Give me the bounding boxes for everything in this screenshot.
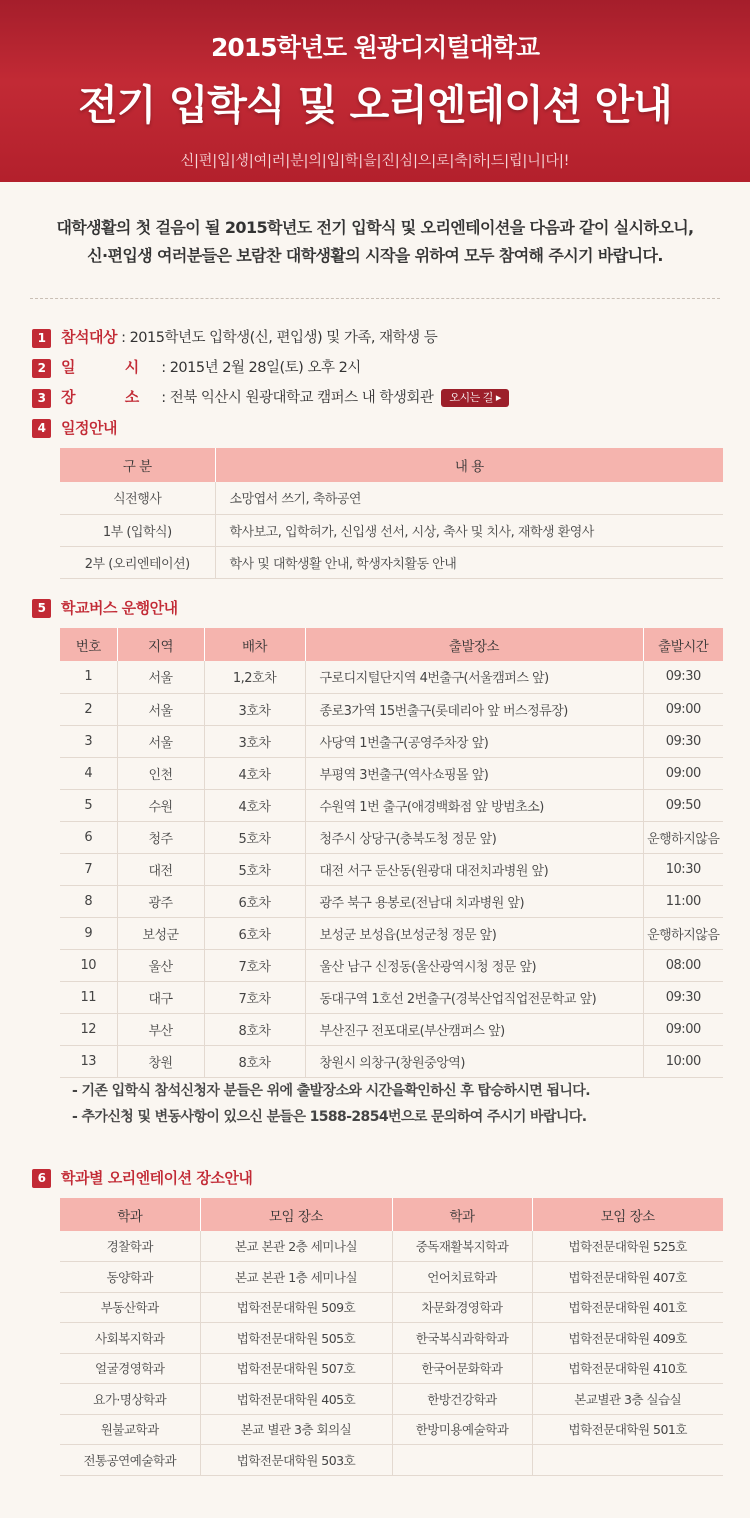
table-cell: 본교별관 3층 실습실 xyxy=(532,1384,723,1415)
table-cell: 8호차 xyxy=(204,1013,305,1045)
table-cell: 12 xyxy=(60,1013,117,1045)
table-cell: 사회복지학과 xyxy=(60,1323,200,1354)
table-cell: 창원 xyxy=(117,1045,204,1077)
table-row xyxy=(60,546,723,578)
intro-line-1: 대학생활의 첫 걸음이 될 2015학년도 전기 입학식 및 오리엔테이션을 다음과 같이 실시하오니, xyxy=(56,218,694,237)
table-row xyxy=(60,757,723,789)
table-cell: 전통공연예술학과 xyxy=(60,1445,200,1476)
table-cell: 5호차 xyxy=(204,821,305,853)
table-cell: 창원시 의창구(창원중앙역) xyxy=(305,1045,643,1077)
info-value: : 전북 익산시 원광대학교 캠퍼스 내 학생회관 xyxy=(161,390,434,406)
table-cell: 수원 xyxy=(117,789,204,821)
table-cell: 울산 남구 신정동(울산광역시청 정문 앞) xyxy=(305,949,643,981)
number-badge: 5 xyxy=(32,599,51,618)
table-row xyxy=(60,853,723,885)
table-cell: 8호차 xyxy=(204,1045,305,1077)
table-row xyxy=(60,917,723,949)
section-title-text: 학과별 오리엔테이션 장소안내 xyxy=(61,1169,253,1187)
header-subtitle: 2015학년도 원광디지털대학교 xyxy=(211,33,539,62)
table-row xyxy=(60,1323,723,1354)
table-cell: 동양학과 xyxy=(60,1262,200,1293)
table-cell: 09:50 xyxy=(643,789,723,821)
table-row xyxy=(60,693,723,725)
table-cell: 부동산학과 xyxy=(60,1292,200,1323)
table-header: 출발시간 xyxy=(643,628,723,661)
table-cell: 부산진구 전포대로(부산캠퍼스 앞) xyxy=(305,1013,643,1045)
info-value: : 2015년 2월 28일(토) 오후 2시 xyxy=(161,360,361,376)
table-cell: 대전 서구 둔산동(원광대 대전치과병원 앞) xyxy=(305,853,643,885)
table-cell: 서울 xyxy=(117,725,204,757)
table-cell: 얼굴경영학과 xyxy=(60,1353,200,1384)
table-cell: 대구 xyxy=(117,981,204,1013)
table-cell: 5 xyxy=(60,789,117,821)
table-cell: 4 xyxy=(60,757,117,789)
table-cell: 법학전문대학원 509호 xyxy=(200,1292,392,1323)
directions-button[interactable]: 오시는 길 ▸ xyxy=(441,389,509,407)
number-badge: 1 xyxy=(32,329,51,348)
table-cell: 광주 xyxy=(117,885,204,917)
info-label: 장 소 xyxy=(61,388,162,406)
table-header-row xyxy=(60,628,723,661)
info-location xyxy=(32,386,509,408)
section-title-schedule xyxy=(32,417,117,438)
table-cell: 운행하지않음 xyxy=(643,821,723,853)
table-cell: 사당역 1번출구(공영주차장 앞) xyxy=(305,725,643,757)
number-badge: 6 xyxy=(32,1169,51,1188)
table-cell: 법학전문대학원 405호 xyxy=(200,1384,392,1415)
table-cell: 식전행사 xyxy=(60,482,215,514)
table-cell: 수원역 1번 출구(애경백화점 앞 방범초소) xyxy=(305,789,643,821)
table-cell: 광주 북구 용봉로(전남대 치과병원 앞) xyxy=(305,885,643,917)
section-title-bus xyxy=(32,597,178,618)
table-cell: 청주시 상당구(충북도청 정문 앞) xyxy=(305,821,643,853)
table-cell: 보성군 보성읍(보성군청 정문 앞) xyxy=(305,917,643,949)
table-cell: 08:00 xyxy=(643,949,723,981)
table-header: 배차 xyxy=(204,628,305,661)
table-header-row xyxy=(60,448,723,482)
note-line: - 기존 입학식 참석신청자 분들은 위에 출발장소와 시간을확인하신 후 탑승하시면 됩니다. xyxy=(72,1083,590,1099)
table-header: 모임 장소 xyxy=(200,1198,392,1231)
table-row xyxy=(60,1231,723,1262)
table-cell: 5호차 xyxy=(204,853,305,885)
table-cell: 서울 xyxy=(117,661,204,693)
table-cell: 법학전문대학원 525호 xyxy=(532,1231,723,1262)
number-badge: 3 xyxy=(32,389,51,408)
table-header-row xyxy=(60,1198,723,1231)
table-cell: 종로3가역 15번출구(롯데리아 앞 버스정류장) xyxy=(305,693,643,725)
info-attendees xyxy=(32,326,437,348)
table-cell: 4호차 xyxy=(204,757,305,789)
table-header: 학과 xyxy=(60,1198,200,1231)
table-cell: 울산 xyxy=(117,949,204,981)
table-header: 학과 xyxy=(392,1198,532,1231)
table-cell: 차문화경영학과 xyxy=(392,1292,532,1323)
table-row xyxy=(60,1445,723,1476)
number-badge: 4 xyxy=(32,419,51,438)
table-cell: 서울 xyxy=(117,693,204,725)
table-cell xyxy=(392,1445,532,1476)
section-title-dept xyxy=(32,1167,252,1188)
table-cell: 09:30 xyxy=(643,725,723,757)
table-cell: 동대구역 1호선 2번출구(경북산업직업전문학교 앞) xyxy=(305,981,643,1013)
table-cell: 법학전문대학원 401호 xyxy=(532,1292,723,1323)
table-cell: 보성군 xyxy=(117,917,204,949)
table-cell: 언어치료학과 xyxy=(392,1262,532,1293)
table-cell: 1 xyxy=(60,661,117,693)
bus-table xyxy=(60,628,723,1078)
intro-line-2: 신·편입생 여러분들은 보람찬 대학생활의 시작을 위하여 모두 참여해 주시기 바랍니다. xyxy=(87,246,663,265)
table-cell: 본교 별관 3층 회의실 xyxy=(200,1414,392,1445)
table-row xyxy=(60,949,723,981)
table-cell: 09:00 xyxy=(643,1013,723,1045)
table-row xyxy=(60,1414,723,1445)
table-cell: 7호차 xyxy=(204,981,305,1013)
table-row xyxy=(60,1353,723,1384)
table-cell: 2 xyxy=(60,693,117,725)
header-banner xyxy=(0,0,750,182)
table-cell: 09:00 xyxy=(643,757,723,789)
table-row xyxy=(60,514,723,546)
table-cell: 소망엽서 쓰기, 축하공연 xyxy=(215,482,723,514)
info-label: 일 시 xyxy=(61,358,162,376)
table-header: 모임 장소 xyxy=(532,1198,723,1231)
section-title-text: 일정안내 xyxy=(61,419,117,437)
table-row xyxy=(60,1292,723,1323)
table-cell: 학사보고, 입학허가, 신입생 선서, 시상, 축사 및 치사, 재학생 환영사 xyxy=(215,514,723,546)
table-cell: 6 xyxy=(60,821,117,853)
table-cell: 한방건강학과 xyxy=(392,1384,532,1415)
table-cell: 법학전문대학원 410호 xyxy=(532,1353,723,1384)
table-cell: 운행하지않음 xyxy=(643,917,723,949)
table-row xyxy=(60,1384,723,1415)
info-datetime xyxy=(32,356,361,378)
number-badge: 2 xyxy=(32,359,51,378)
table-cell: 11:00 xyxy=(643,885,723,917)
table-cell: 6호차 xyxy=(204,917,305,949)
table-cell: 09:30 xyxy=(643,981,723,1013)
table-cell: 부평역 3번출구(역사쇼핑몰 앞) xyxy=(305,757,643,789)
table-header: 출발장소 xyxy=(305,628,643,661)
info-label: 참석대상 xyxy=(61,328,117,346)
section-title-text: 학교버스 운행안내 xyxy=(61,599,178,617)
table-cell: 법학전문대학원 501호 xyxy=(532,1414,723,1445)
table-cell: 3호차 xyxy=(204,725,305,757)
table-cell: 1부 (입학식) xyxy=(60,514,215,546)
table-cell: 청주 xyxy=(117,821,204,853)
table-cell: 6호차 xyxy=(204,885,305,917)
table-row xyxy=(60,1262,723,1293)
table-row xyxy=(60,1013,723,1045)
table-cell: 법학전문대학원 503호 xyxy=(200,1445,392,1476)
table-cell: 7 xyxy=(60,853,117,885)
table-cell: 4호차 xyxy=(204,789,305,821)
table-cell: 경찰학과 xyxy=(60,1231,200,1262)
table-row xyxy=(60,821,723,853)
table-cell: 학사 및 대학생활 안내, 학생자치활동 안내 xyxy=(215,546,723,578)
table-header: 번호 xyxy=(60,628,117,661)
table-cell: 대전 xyxy=(117,853,204,885)
table-cell: 법학전문대학원 507호 xyxy=(200,1353,392,1384)
table-cell: 요가·명상학과 xyxy=(60,1384,200,1415)
table-cell: 구로디지털단지역 4번출구(서울캠퍼스 앞) xyxy=(305,661,643,693)
table-cell: 13 xyxy=(60,1045,117,1077)
info-value: : 2015학년도 입학생(신, 편입생) 및 가족, 재학생 등 xyxy=(121,330,438,346)
table-cell: 10 xyxy=(60,949,117,981)
table-row xyxy=(60,1045,723,1077)
divider xyxy=(30,298,720,299)
intro-text xyxy=(0,214,750,270)
table-cell: 3호차 xyxy=(204,693,305,725)
table-cell: 10:30 xyxy=(643,853,723,885)
dept-table xyxy=(60,1198,723,1476)
table-row xyxy=(60,725,723,757)
table-cell: 본교 본관 2층 세미나실 xyxy=(200,1231,392,1262)
table-cell: 중독재활복지학과 xyxy=(392,1231,532,1262)
bus-notes xyxy=(72,1078,590,1130)
table-cell: 11 xyxy=(60,981,117,1013)
table-cell: 3 xyxy=(60,725,117,757)
table-cell: 10:00 xyxy=(643,1045,723,1077)
table-cell: 9 xyxy=(60,917,117,949)
table-header: 구 분 xyxy=(60,448,215,482)
table-row xyxy=(60,661,723,693)
table-cell: 8 xyxy=(60,885,117,917)
note-line: - 추가신청 및 변동사항이 있으신 분들은 1588-2854번으로 문의하여 주시기 바랍니다. xyxy=(72,1109,587,1125)
table-cell xyxy=(532,1445,723,1476)
header-slogan: 신|편|입|생|여|러|분|의|입|학|을|진|심|으|로|축|하|드|립|니|다|! xyxy=(180,153,570,169)
table-cell: 부산 xyxy=(117,1013,204,1045)
table-cell: 한방미용예술학과 xyxy=(392,1414,532,1445)
table-cell: 법학전문대학원 407호 xyxy=(532,1262,723,1293)
table-cell: 2부 (오리엔테이션) xyxy=(60,546,215,578)
page-title: 전기 입학식 및 오리엔테이션 안내 xyxy=(78,81,672,129)
table-cell: 인천 xyxy=(117,757,204,789)
table-cell: 법학전문대학원 505호 xyxy=(200,1323,392,1354)
table-cell: 원불교학과 xyxy=(60,1414,200,1445)
table-cell: 7호차 xyxy=(204,949,305,981)
schedule-table xyxy=(60,448,723,579)
table-cell: 법학전문대학원 409호 xyxy=(532,1323,723,1354)
table-cell: 09:30 xyxy=(643,661,723,693)
table-row xyxy=(60,885,723,917)
table-cell: 한국어문화학과 xyxy=(392,1353,532,1384)
table-row xyxy=(60,482,723,514)
table-header: 지역 xyxy=(117,628,204,661)
table-cell: 본교 본관 1층 세미나실 xyxy=(200,1262,392,1293)
table-cell: 한국복식과학학과 xyxy=(392,1323,532,1354)
table-row xyxy=(60,981,723,1013)
table-cell: 1,2호차 xyxy=(204,661,305,693)
table-cell: 09:00 xyxy=(643,693,723,725)
table-header: 내 용 xyxy=(215,448,723,482)
table-row xyxy=(60,789,723,821)
